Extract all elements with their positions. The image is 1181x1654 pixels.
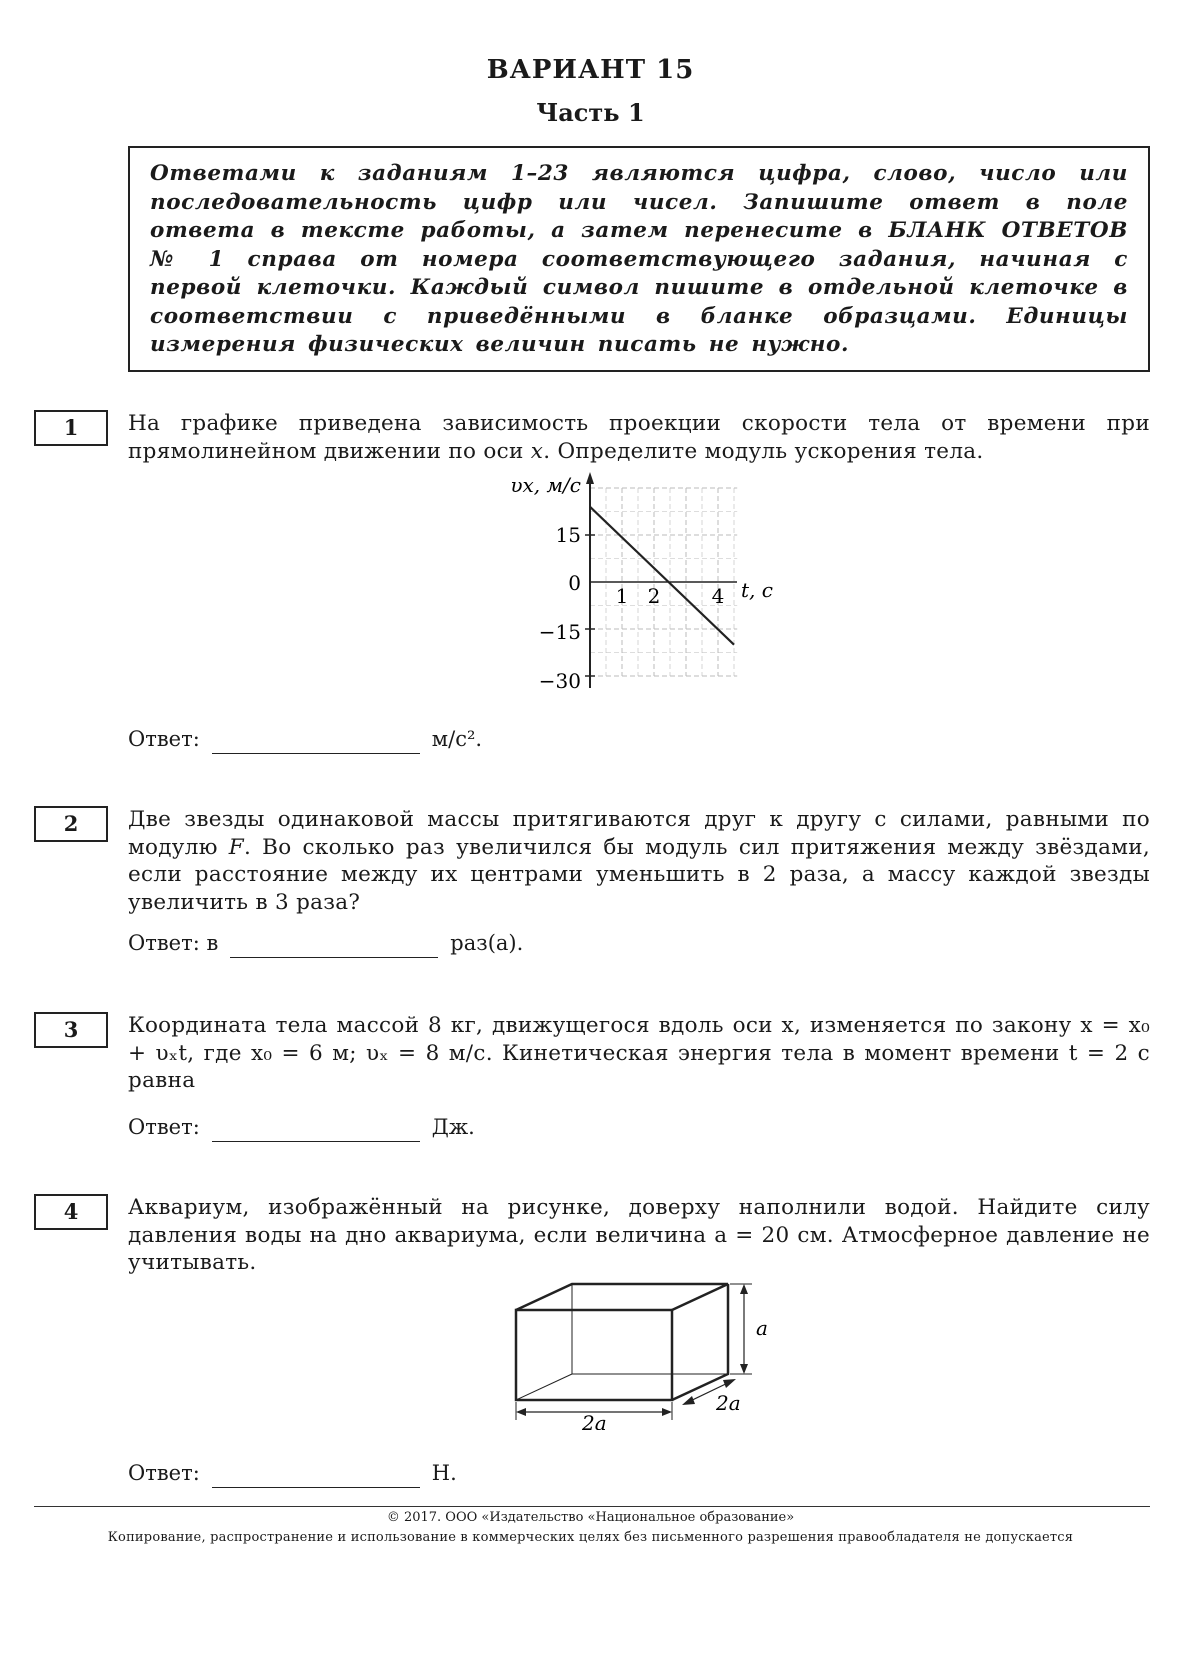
aquarium-hidden-edges <box>572 1284 728 1374</box>
height-label: a <box>756 1316 768 1340</box>
y-tick-label: −30 <box>538 669 581 693</box>
instructions-box: Ответами к заданиям 1–23 являются цифра, слово, число или последовательность цифр или чисел. Запишите ответ в поле ответа в тексте работы, а затем перенесите в БЛАНК ОТВЕТОВ № 1 справа от номера соответствующего задания, начиная с первой клеточки. Каждый символ пишите в отдельной клеточке в соответствии с приведёнными в бланке образцами. Единицы измерения физических величин писать не нужно. <box>128 146 1150 372</box>
x-axis-label: t, с <box>741 578 773 602</box>
answer-line-4 <box>128 1458 457 1488</box>
aquarium-front-face <box>516 1310 672 1400</box>
width-label: 2a <box>582 1411 607 1430</box>
answer-line-2 <box>128 928 523 958</box>
question-number-3: 3 <box>34 1012 108 1048</box>
aquarium-top-back <box>516 1284 728 1310</box>
depth-label: 2a <box>716 1391 741 1415</box>
aquarium-right-side <box>672 1284 728 1400</box>
y-tick-label: 0 <box>568 571 581 595</box>
question-text-1: На графике приведена зависимость проекции скорости тела от времени при прямолинейном движении по оси x. Определите модуль ускорения тела. <box>128 411 1150 464</box>
y-tick-label: −15 <box>538 620 581 644</box>
answer-label-2: Ответ: в <box>128 931 219 955</box>
answer-field-4[interactable] <box>212 1465 420 1488</box>
answer-label-1: Ответ: <box>128 727 200 751</box>
answer-unit-2: раз(а). <box>450 931 524 955</box>
question-text-4: Аквариум, изображённый на рисунке, доверху наполнили водой. Найдите силу давления воды на дно аквариума, если величина a = 20 см. Атмосферное давление не учитывать. <box>128 1195 1150 1275</box>
series-line-vx <box>590 507 734 645</box>
answer-field-2[interactable] <box>230 935 438 958</box>
footer-notice: Копирование, распространение и использование в коммерческих целях без письменного разрешения правообладателя не допускается <box>107 1530 1074 1545</box>
answer-field-3[interactable] <box>212 1119 420 1142</box>
velocity-time-chart <box>505 470 805 694</box>
depth-arrow <box>723 1379 736 1388</box>
answer-unit-4: Н. <box>431 1461 457 1485</box>
answer-unit-1: м/с². <box>431 727 483 751</box>
variant-title: ВАРИАНТ 15 <box>486 55 695 85</box>
depth-arrow <box>682 1396 695 1405</box>
aquarium-figure <box>512 1280 792 1430</box>
y-axis-label: υx, м/с <box>510 473 581 497</box>
question-number-4: 4 <box>34 1194 108 1230</box>
footer-copyright: © 2017. ООО «Издательство «Национальное образование» <box>386 1510 795 1525</box>
height-arrow-top <box>740 1284 748 1294</box>
aquarium-hidden-edge <box>516 1374 572 1400</box>
width-arrow-left <box>516 1408 526 1416</box>
question-number-2: 2 <box>34 806 108 842</box>
answer-field-1[interactable] <box>212 731 420 754</box>
question-number-1: 1 <box>34 410 108 446</box>
x-tick-label: 2 <box>647 584 661 608</box>
x-tick-label: 1 <box>615 584 629 608</box>
question-text-3: Координата тела массой 8 кг, движущегося вдоль оси x, изменяется по закону x = x₀ + υₓt, где x₀ = 6 м; υₓ = 8 м/с. Кинетическая энергия тела в момент времени t = 2 с равна <box>128 1013 1150 1093</box>
part-title: Часть 1 <box>536 98 645 127</box>
answer-line-3 <box>128 1112 475 1142</box>
question-text-2: Две звезды одинаковой массы притягиваются друг к другу с силами, равными по модулю F. Во сколько раз увеличился бы модуль сил притяжения между звёздами, если расстояние между их центрами уменьшить в 2 раза, а массу каждой звезды увеличить в 3 раза? <box>128 807 1150 915</box>
answer-label-3: Ответ: <box>128 1115 200 1139</box>
footer-divider <box>34 1506 1150 1507</box>
answer-label-4: Ответ: <box>128 1461 200 1485</box>
answer-line-1 <box>128 724 482 754</box>
width-arrow-right <box>662 1408 672 1416</box>
y-axis-arrow <box>586 472 594 484</box>
y-tick-label: 15 <box>555 523 581 547</box>
answer-unit-3: Дж. <box>431 1115 475 1139</box>
x-tick-label: 4 <box>711 584 725 608</box>
height-arrow-bottom <box>740 1364 748 1374</box>
